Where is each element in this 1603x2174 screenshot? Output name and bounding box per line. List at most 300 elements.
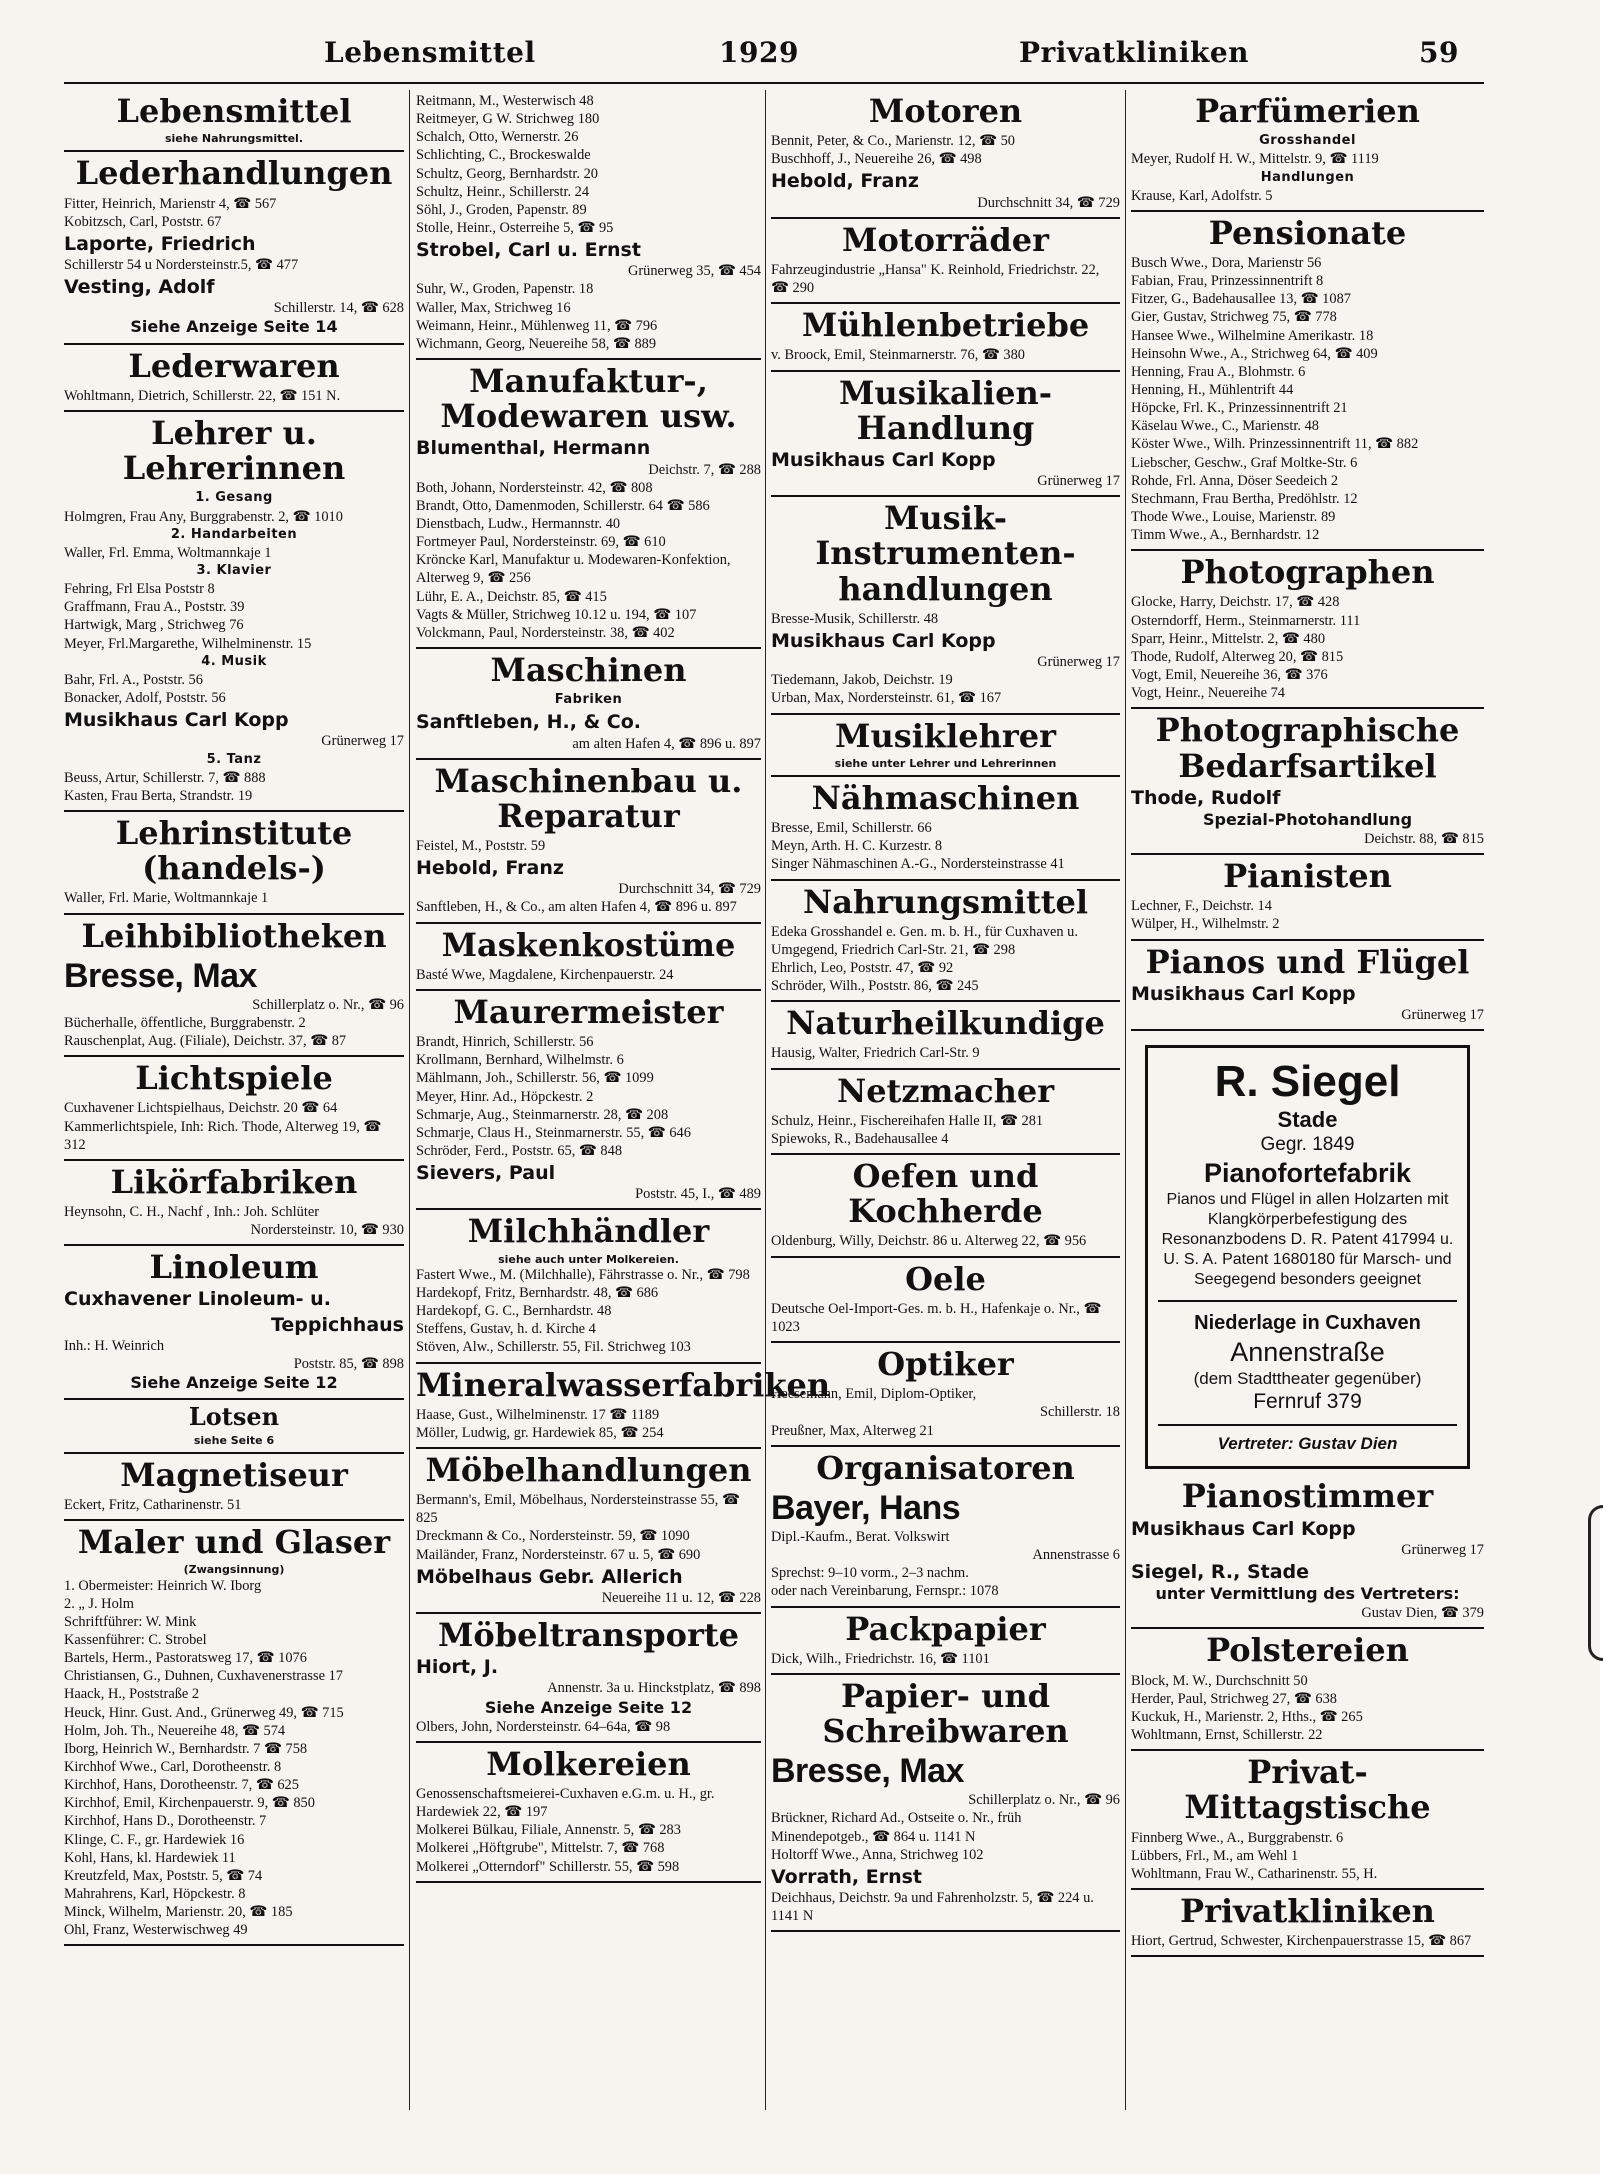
listing-entry: Vogt, Emil, Neuereihe 36, ☎ 376 (1131, 667, 1328, 684)
running-head-year: 1929 (719, 36, 799, 69)
directory-section (1131, 1891, 1484, 1957)
listing-note: Siehe Anzeige Seite 12 (484, 1697, 693, 1717)
listing-entry: Sparr, Heinr., Mittelstr. 2, ☎ 480 (1131, 630, 1326, 647)
listing-entry: Fortmeyer Paul, Nordersteinstr. 69, ☎ 610 (416, 534, 666, 551)
ad-street: Annenstraße (1230, 1336, 1385, 1367)
listing-entry: Beuss, Artur, Schillerstr. 7, ☎ 888 (64, 769, 266, 786)
category-heading: Papier- und Schreibwaren (822, 1676, 1069, 1751)
directory-section (1131, 713, 1484, 855)
directory-section (771, 1159, 1120, 1258)
section-rule (1131, 1888, 1484, 1890)
listing-address: Annenstr. 3a u. Hinckstplatz, ☎ 898 (547, 1680, 761, 1697)
category-heading: Netzmacher (836, 1071, 1055, 1110)
listing-entry: Heinsohn Wwe., A., Strichweg 64, ☎ 409 (1131, 345, 1378, 362)
listing-entry: Basté Wwe, Magdalene, Kirchenpauerstr. 24 (416, 966, 674, 983)
featured-entry-large: Bresse, Max (64, 956, 257, 995)
category-heading: Lehrinstitute (handels-) (115, 813, 353, 888)
listing-entry: Block, M. W., Durchschnitt 50 (1131, 1672, 1308, 1689)
listing-entry: Bonacker, Adolf, Poststr. 56 (64, 690, 226, 707)
featured-entry: Musikhaus Carl Kopp (771, 448, 996, 471)
listing-entry: Mahrahrens, Karl, Höpckestr. 8 (64, 1885, 246, 1902)
column-4-bottom (1131, 1479, 1484, 1957)
directory-section (64, 1162, 404, 1246)
listing-entry: Vogt, Heinr., Neuereihe 74 (1131, 685, 1285, 702)
column-4 (1131, 92, 1484, 2107)
category-heading: Lehrer u. Lehrerinnen (122, 413, 346, 488)
featured-entry: Sanftleben, H., & Co. (416, 711, 641, 734)
category-heading: Möbelhandlungen (425, 1450, 752, 1489)
listing-entry: Höpcke, Frl. K., Prinzessinnentrift 21 (1131, 400, 1348, 417)
listing-entry: Weimann, Heinr., Mühlenweg 11, ☎ 796 (416, 317, 658, 334)
siegel-advertisement (1145, 1045, 1470, 1469)
directory-section (64, 94, 404, 152)
listing-entry: Reitmeyer, G W. Strichweg 180 (416, 111, 600, 128)
category-heading: Privatkliniken (1180, 1891, 1435, 1930)
section-rule (771, 1673, 1120, 1675)
listing-entry: Genossenschaftsmeierei-Cuxhaven e.G.m. u. H., gr. Hardewiek 22, ☎ 197 (416, 1786, 715, 1821)
listing-entry: Stöven, Alw., Schillerstr. 55, Fil. Strichweg 103 (416, 1339, 691, 1356)
category-heading: Nahrungsmittel (802, 882, 1089, 921)
listing-entry: Waller, Frl. Marie, Woltmannkaje 1 (64, 890, 269, 907)
listing-entry: Glocke, Harry, Deichstr. 17, ☎ 428 (1131, 594, 1340, 611)
directory-section (771, 1347, 1120, 1447)
section-rule (771, 1606, 1120, 1608)
category-heading: Parfümerien (1195, 92, 1420, 130)
column-4-top (1131, 94, 1484, 1031)
listing-entry: Fitzer, G., Badehausallee 13, ☎ 1087 (1131, 291, 1351, 308)
directory-section (64, 1061, 404, 1161)
category-heading: Lebensmittel (116, 92, 352, 130)
cross-reference-note: siehe unter Lehrer und Lehrerinnen (834, 756, 1057, 770)
section-rule (771, 1930, 1120, 1932)
section-rule (771, 775, 1120, 777)
listing-entry: Thode, Rudolf, Alterweg 20, ☎ 815 (1131, 648, 1344, 665)
ad-description: Pianos und Flügel in allen Holzarten mit Klangkörperbefestigung des Resonanzbodens D. R. Patent 417994 u. U. S. A. Patent 1680180 für Marsch- und Seegegend besonders geeignet (1161, 1190, 1454, 1288)
listing-note: Spezial-Photohandlung (1202, 809, 1413, 829)
category-heading: Milchhändler (467, 1212, 710, 1251)
category-heading: Polstereien (1206, 1631, 1409, 1670)
listing-note: Siehe Anzeige Seite 14 (130, 317, 338, 337)
directory-section (416, 1365, 831, 1449)
listing-entry: Rauschenplat, Aug. (Filiale), Deichstr. 37, ☎ 87 (64, 1033, 347, 1050)
listing-entry: Vagts & Müller, Strichweg 10.12 u. 194, ☎ 107 (416, 606, 697, 623)
listing-entry: Fehring, Frl Elsa Poststr 8 (64, 581, 215, 598)
listing-note: Siehe Anzeige Seite 12 (130, 1373, 338, 1393)
section-rule (64, 1452, 404, 1454)
listing-entry: Ohl, Franz, Westerwischweg 49 (64, 1922, 248, 1939)
category-heading: Lotsen (188, 1402, 280, 1432)
listing-entry: Busch Wwe., Dora, Marienstr 56 (1131, 255, 1322, 272)
category-heading: Maler und Glaser (77, 1523, 391, 1562)
listing-entry: Henning, Frau A., Blohmstr. 6 (1131, 363, 1306, 380)
section-rule (771, 1341, 1120, 1343)
listing-address: Neuereihe 11 u. 12, ☎ 228 (601, 1589, 761, 1606)
listing-entry: Osterndorff, Herm., Steinmarnerstr. 111 (1131, 612, 1361, 629)
listing-address: Annenstrasse 6 (1032, 1547, 1120, 1564)
section-rule (1131, 707, 1484, 709)
section-rule (771, 713, 1120, 715)
listing-entry: Holmgren, Frau Any, Burggrabenstr. 2, ☎ 1010 (64, 508, 343, 525)
section-rule (64, 1055, 404, 1057)
section-rule (64, 410, 404, 412)
section-rule (416, 1208, 761, 1210)
listing-entry: Brandt, Otto, Damenmoden, Schillerstr. 64 ☎ 586 (416, 497, 710, 514)
listing-entry: Schlichting, C., Brockeswalde (416, 147, 591, 164)
directory-section (64, 1404, 404, 1454)
listing-entry: Kobitzsch, Carl, Poststr. 67 (64, 213, 222, 230)
category-heading: Magnetiseur (120, 1455, 348, 1494)
listing-entry: Brandt, Hinrich, Schillerstr. 56 (416, 1034, 594, 1051)
section-rule (1131, 1627, 1484, 1629)
category-heading: Leihbibliotheken (81, 916, 387, 955)
header-rule (64, 82, 1484, 84)
listing-entry: Krollmann, Bernhard, Wilhelmstr. 6 (416, 1052, 624, 1069)
column-divider (1125, 90, 1126, 2110)
listing-entry: Herder, Paul, Strichweg 27, ☎ 638 (1131, 1690, 1337, 1707)
category-heading: Linoleum (149, 1248, 319, 1287)
listing-entry: Kammerlichtspiele, Inh: Rich. Thode, Alterweg 19, ☎ 312 (64, 1118, 382, 1153)
listing-entry: Preußner, Max, Alterweg 21 (771, 1422, 934, 1439)
listing-address: Nordersteinstr. 10, ☎ 930 (250, 1222, 404, 1239)
listing-entry: Dienstbach, Ludw., Hermannstr. 40 (416, 515, 621, 532)
listing-address: Durchschnitt 34, ☎ 729 (618, 881, 761, 898)
listing-address: Grünerweg 17 (321, 733, 404, 750)
subheading: 1. Gesang (195, 490, 273, 506)
featured-entry-large: Bayer, Hans (771, 1488, 961, 1527)
category-heading: Lederwaren (128, 346, 340, 385)
section-rule (64, 343, 404, 345)
section-rule (416, 1447, 761, 1449)
column-1 (64, 92, 404, 2107)
listing-address: Schillerstr. 18 (1040, 1404, 1120, 1421)
category-heading: Motorräder (842, 220, 1049, 259)
category-heading: Oefen und Kochherde (848, 1157, 1043, 1231)
directory-section (1131, 94, 1484, 212)
directory-section (1131, 1633, 1484, 1751)
listing-entry: Steffens, Gustav, h. d. Kirche 4 (416, 1321, 596, 1338)
listing-entry: Henning, H., Mühlentrift 44 (1131, 382, 1294, 399)
listing-entry: Liebscher, Geschw., Graf Moltke-Str. 6 (1131, 454, 1358, 471)
listing-entry: Hardekopf, Fritz, Bernhardstr. 48, ☎ 686 (416, 1284, 659, 1301)
column-3 (771, 92, 1120, 2107)
listing-entry: Waller, Frl. Emma, Woltmannkaje 1 (64, 544, 272, 561)
listing-address: Gustav Dien, ☎ 379 (1361, 1605, 1484, 1622)
listing-entry: Bahr, Frl. A., Poststr. 56 (64, 671, 203, 688)
listing-entry: Fitter, Heinrich, Marienstr 4, ☎ 567 (64, 195, 277, 212)
listing-entry: Kassenführer: C. Strobel (64, 1631, 207, 1648)
listing-entry: Schultz, Heinr., Schillerstr. 24 (416, 183, 590, 200)
section-rule (64, 913, 404, 915)
listing-entry: Schmarje, Aug., Steinmarnerstr. 28, ☎ 208 (416, 1106, 669, 1123)
listing-entry: Kuckuk, H., Marienstr. 2, Hths., ☎ 265 (1131, 1708, 1363, 1725)
listing-entry: Kreutzfeld, Max, Poststr. 5, ☎ 74 (64, 1867, 263, 1884)
section-rule (771, 879, 1120, 881)
section-rule (64, 1159, 404, 1161)
section-rule (64, 810, 404, 812)
featured-entry: Strobel, Carl u. Ernst (416, 239, 641, 262)
category-heading: Mühlenbetriebe (801, 306, 1090, 345)
listing-entry: Meyer, Hinr. Ad., Höpckestr. 2 (416, 1088, 594, 1105)
listing-entry: Iborg, Heinrich W., Bernhardstr. 7 ☎ 758 (64, 1740, 308, 1757)
listing-address: Grünerweg 17 (1401, 1541, 1484, 1558)
listing-entry: Meyer, Rudolf H. W., Mittelstr. 9, ☎ 1119 (1131, 151, 1379, 168)
directory-section (771, 94, 1120, 219)
listing-entry: Bartels, Herm., Pastoratsweg 17, ☎ 1076 (64, 1650, 307, 1667)
listing-entry: Fahrzeugindustrie „Hansa" K. Reinhold, Friedrichstr. 22, ☎ 290 (771, 261, 1100, 297)
ad-phone: Fernruf 379 (1253, 1390, 1362, 1414)
subheading: 4. Musik (201, 653, 267, 669)
listing-entry: Kirchhof, Emil, Kirchenpauerstr. 9, ☎ 850 (64, 1795, 315, 1812)
directory-section (771, 308, 1120, 371)
section-rule (1131, 1955, 1484, 1957)
directory-section (416, 992, 761, 1210)
section-rule (771, 1445, 1120, 1447)
featured-entry: Hebold, Franz (416, 857, 564, 880)
category-heading: Pensionate (1208, 213, 1407, 252)
listing-entry: Köster Wwe., Wilh. Prinzessinnentrift 11, ☎ 882 (1131, 436, 1419, 453)
listing-entry: Mählmann, Joh., Schillerstr. 56, ☎ 1099 (416, 1070, 654, 1087)
listing-entry: Wichmann, Georg, Neuereihe 58, ☎ 889 (416, 335, 657, 352)
featured-entry: Möbelhaus Gebr. Allerich (416, 1565, 683, 1588)
listing-entry: Finnberg Wwe., A., Burggrabenstr. 6 (1131, 1829, 1344, 1846)
section-rule (416, 647, 761, 649)
listing-entry: Fastert Wwe., M. (Milchhalle), Fährstrasse o. Nr., ☎ 798 (416, 1266, 750, 1283)
subheading: Handlungen (1260, 169, 1355, 185)
category-heading: Musikalien-Handlung (839, 373, 1052, 447)
category-heading: Lederhandlungen (75, 154, 393, 193)
listing-address: Grünerweg 17 (1037, 473, 1120, 490)
listing-entry: Hausig, Walter, Friedrich Carl-Str. 9 (771, 1045, 980, 1062)
directory-section (771, 501, 1120, 714)
listing-address: Deichstr. 7, ☎ 288 (648, 461, 761, 478)
listing-entry: 2. „ J. Holm (64, 1595, 134, 1612)
subheading: 5. Tanz (206, 751, 262, 767)
directory-section (1131, 555, 1484, 709)
featured-entry: Thode, Rudolf (1131, 786, 1281, 809)
listing-entry: Krause, Karl, Adolfstr. 5 (1131, 187, 1273, 204)
listing-entry: Haase, Gust., Wilhelminenstr. 17 ☎ 1189 (416, 1406, 660, 1423)
listing-entry: Möller, Ludwig, gr. Hardewiek 85, ☎ 254 (416, 1424, 664, 1441)
listing-entry: Haack, H., Poststraße 2 (64, 1686, 200, 1703)
section-rule (64, 1398, 404, 1400)
directory-section (771, 1259, 1120, 1343)
section-rule (771, 1068, 1120, 1070)
featured-entry: Cuxhavener Linoleum- u. (64, 1288, 331, 1311)
cross-reference-note: siehe Nahrungsmittel. (164, 132, 304, 146)
category-heading: Oele (905, 1259, 986, 1298)
section-rule (771, 1000, 1120, 1002)
listing-entry: Dipl.-Kaufm., Berat. Volkswirt (771, 1528, 950, 1545)
featured-entry: Vesting, Adolf (64, 276, 215, 299)
directory-section (416, 1744, 761, 1883)
category-heading: Maschinenbau u. Reparatur (434, 761, 743, 835)
section-rule (771, 495, 1120, 497)
category-heading: Photographen (1180, 553, 1435, 592)
listing-entry: Meyn, Arth. H. C. Kurzestr. 8 (771, 838, 943, 855)
listing-entry: Holtorff Wwe., Anna, Strichweg 102 (771, 1846, 984, 1863)
category-heading: Maskenkostüme (441, 925, 736, 964)
category-heading: Pianos und Flügel (1145, 942, 1470, 981)
listing-address: Poststr. 45, I., ☎ 489 (635, 1186, 761, 1203)
listing-entry: Hartwigk, Marg , Strichweg 76 (64, 617, 244, 634)
section-rule (416, 1741, 761, 1743)
ad-city: Stade (1277, 1106, 1338, 1132)
directory-section (771, 1006, 1120, 1069)
listing-entry: Söhl, J., Groden, Papenstr. 89 (416, 201, 587, 218)
category-heading: Lichtspiele (135, 1059, 333, 1098)
listing-entry: v. Broock, Emil, Steinmarnerstr. 76, ☎ 380 (771, 347, 1026, 364)
listing-entry: Sanftleben, H., & Co., am alten Hafen 4, ☎ 896 u. 897 (416, 899, 737, 916)
listing-entry: Heesemann, Emil, Diplom-Optiker, (771, 1386, 977, 1403)
listing-entry: Schriftführer: W. Mink (64, 1613, 197, 1630)
listing-entry: Minck, Wilhelm, Marienstr. 20, ☎ 185 (64, 1904, 293, 1921)
thumb-index-mark (1588, 1505, 1603, 1661)
listing-entry: Bennit, Peter, & Co., Marienstr. 12, ☎ 50 (771, 133, 1015, 150)
directory-section (771, 1676, 1120, 1932)
listing-entry: Stolle, Heinr., Osterreihe 5, ☎ 95 (416, 219, 614, 236)
listing-entry: Buschhoff, J., Neuereihe 26, ☎ 498 (771, 151, 982, 168)
section-rule (416, 989, 761, 991)
featured-entry: Laporte, Friedrich (64, 232, 256, 255)
listing-entry: Bücherhalle, öffentliche, Burggrabenstr. 2 (64, 1014, 306, 1031)
listing-entry: Reitmann, M., Westerwisch 48 (416, 93, 594, 109)
featured-entry: Sievers, Paul (416, 1162, 556, 1185)
directory-section (771, 220, 1120, 304)
directory-section (771, 778, 1120, 881)
listing-entry: Molkerei Bülkau, Filiale, Annenstr. 5, ☎ 283 (416, 1822, 681, 1839)
section-rule (64, 1519, 404, 1521)
featured-entry: Musikhaus Carl Kopp (1131, 1517, 1356, 1540)
listing-entry: Deutsche Oel-Import-Ges. m. b. H., Hafenkaje o. Nr., ☎ 1023 (771, 1300, 1102, 1335)
ad-divider (1158, 1300, 1457, 1302)
directory-section (771, 1448, 1120, 1608)
featured-entry: Blumenthal, Hermann (416, 437, 651, 460)
section-rule (1131, 549, 1484, 551)
category-heading: Mineralwasserfabriken (416, 1365, 831, 1404)
listing-entry: Lechner, F., Deichstr. 14 (1131, 898, 1272, 915)
listing-entry: Singer Nähmaschinen A.-G., Nordersteinstrasse 41 (771, 856, 1065, 873)
directory-section (64, 1525, 404, 1946)
section-rule (416, 922, 761, 924)
listing-address: Grünerweg 35, ☎ 454 (627, 263, 761, 280)
listing-entry: Schultz, Georg, Bernhardstr. 20 (416, 165, 598, 182)
directory-section (64, 916, 404, 1058)
subheading: 3. Klavier (196, 562, 272, 578)
category-heading: Musik-Instrumenten-handlungen (815, 499, 1076, 608)
category-heading: Nähmaschinen (811, 778, 1080, 817)
subheading: 2. Handarbeiten (170, 526, 298, 542)
listing-note: unter Vermittlung des Vertreters: (1155, 1584, 1460, 1604)
listing-address: am alten Hafen 4, ☎ 896 u. 897 (572, 735, 761, 752)
section-rule (64, 150, 404, 152)
directory-section (416, 1214, 761, 1363)
listing-entry: Hardekopf, G. C., Bernhardstr. 48 (416, 1303, 612, 1320)
featured-entry: Musikhaus Carl Kopp (1131, 982, 1356, 1005)
listing-entry: Schröder, Ferd., Poststr. 65, ☎ 848 (416, 1142, 623, 1159)
listing-address: Schillerstr. 14, ☎ 628 (273, 300, 404, 317)
section-rule (1131, 1029, 1484, 1031)
directory-section (771, 1071, 1120, 1155)
directory-section (64, 813, 404, 915)
directory-section (64, 346, 404, 412)
listing-entry: Bermann's, Emil, Möbelhaus, Nordersteinstrasse 55, ☎ 825 (416, 1492, 740, 1527)
directory-section (416, 761, 761, 924)
featured-entry: Hiort, J. (416, 1656, 499, 1679)
featured-entry-large: Bresse, Max (771, 1752, 964, 1791)
category-heading: Möbeltransporte (437, 1616, 740, 1655)
ad-factory: Pianofortefabrik (1203, 1158, 1412, 1189)
listing-entry: Schröder, Wilh., Poststr. 86, ☎ 245 (771, 978, 979, 995)
listing-address: Deichstr. 88, ☎ 815 (1364, 831, 1484, 848)
listing-entry: Kirchhof, Hans, Dorotheenstr. 7, ☎ 625 (64, 1777, 299, 1794)
listing-entry: Inh.: H. Weinrich (64, 1337, 165, 1354)
directory-section (416, 1618, 761, 1743)
section-rule (1131, 853, 1484, 855)
directory-section (64, 156, 404, 344)
directory-section (64, 1250, 404, 1400)
listing-entry: Meyer, Frl.Margarethe, Wilhelminenstr. 15 (64, 635, 312, 652)
listing-entry: Oldenburg, Willy, Deichstr. 86 u. Alterweg 22, ☎ 956 (771, 1233, 1087, 1250)
category-heading: Maschinen (490, 650, 687, 689)
ad-branch: Niederlage in Cuxhaven (1194, 1311, 1421, 1334)
listing-entry: Cuxhavener Lichtspielhaus, Deichstr. 20 ☎ 64 (64, 1100, 338, 1117)
listing-entry: Bresse, Emil, Schillerstr. 66 (771, 820, 932, 837)
listing-entry: Käselau Wwe., C., Marienstr. 48 (1131, 418, 1319, 435)
section-rule (771, 1256, 1120, 1258)
column-divider (409, 90, 410, 2110)
listing-entry: Rohde, Frl. Anna, Döser Seedeich 2 (1131, 472, 1339, 489)
directory-section (771, 716, 1120, 777)
directory-section (771, 373, 1120, 498)
listing-entry: Edeka Grosshandel e. Gen. m. b. H., für Cuxhaven u. Umgegend, Friedrich Carl-Str. 21, ☎ 298 (771, 923, 1078, 958)
directory-section (1131, 942, 1484, 1032)
listing-entry: Heuck, Hinr. Gust. And., Grünerweg 49, ☎ 715 (64, 1704, 344, 1721)
listing-entry: Wülper, H., Wilhelmstr. 2 (1131, 916, 1280, 933)
listing-entry: Kröncke Karl, Manufaktur u. Modewaren-Konfektion, Alterweg 9, ☎ 256 (416, 552, 731, 587)
category-heading: Manufaktur-, Modewaren usw. (440, 362, 737, 436)
listing-entry: Urban, Max, Nordersteinstr. 61, ☎ 167 (771, 690, 1002, 707)
listing-entry: Wohltmann, Frau W., Catharinenstr. 55, H. (1131, 1865, 1378, 1882)
category-heading: Molkereien (486, 1744, 691, 1783)
category-heading: Organisatoren (816, 1448, 1075, 1487)
ad-founded: Gegr. 1849 (1260, 1133, 1355, 1155)
category-heading: Pianostimmer (1181, 1477, 1434, 1516)
category-heading: Motoren (868, 92, 1023, 130)
listing-entry: Hansee Wwe., Wilhelmine Amerikastr. 18 (1131, 327, 1374, 344)
ad-company-name: R. Siegel (1214, 1057, 1401, 1107)
column-2 (416, 92, 831, 2107)
listing-entry: Gier, Gustav, Strichweg 75, ☎ 778 (1131, 309, 1337, 326)
listing-entry: Schillerstr 54 u Nordersteinstr.5, ☎ 477 (64, 257, 299, 274)
featured-entry: Teppichhaus (270, 1313, 404, 1336)
listing-entry: Ehrlich, Leo, Poststr. 47, ☎ 92 (771, 960, 954, 977)
listing-entry: oder nach Vereinbarung, Fernspr.: 1078 (771, 1583, 999, 1600)
listing-entry: Kohl, Hans, kl. Hardewiek 11 (64, 1849, 236, 1866)
directory-section (416, 92, 761, 360)
cross-reference-note: siehe auch unter Molkereien. (498, 1252, 679, 1266)
category-heading: Photographische Bedarfsartikel (1155, 711, 1460, 785)
category-heading: Privat-Mittagstische (1184, 1753, 1431, 1827)
running-head-left: Lebensmittel (324, 36, 536, 69)
listing-entry: 1. Obermeister: Heinrich W. Iborg (64, 1577, 262, 1594)
listing-entry: Deichhaus, Deichstr. 9a und Fahrenholzstr. 5, ☎ 224 u. 1141 N (771, 1890, 1094, 1925)
section-rule (64, 1944, 404, 1946)
directory-section (1131, 213, 1484, 551)
running-head-right: Privatkliniken (1019, 36, 1250, 69)
section-rule (64, 1244, 404, 1246)
listing-entry: Suhr, W., Groden, Papenstr. 18 (416, 281, 594, 298)
listing-entry: Mailänder, Franz, Nordersteinstr. 67 u. 5, ☎ 690 (416, 1546, 701, 1563)
